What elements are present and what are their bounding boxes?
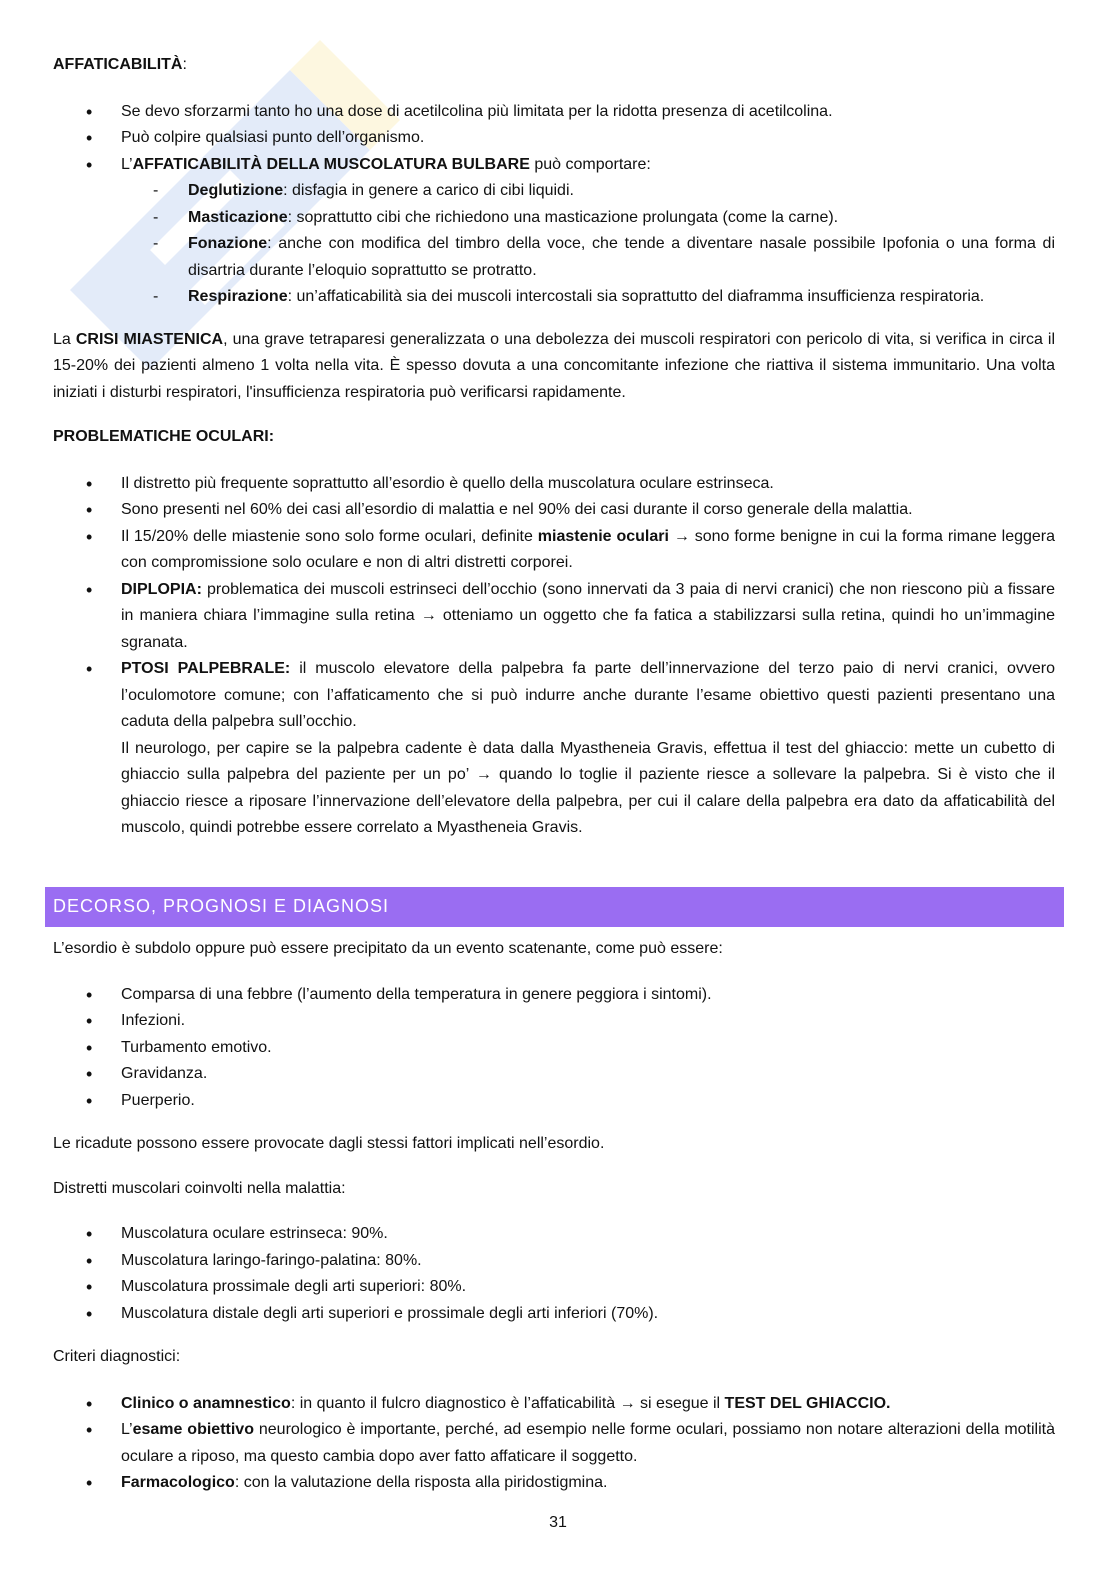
affaticabilita-list	[53, 99, 1055, 311]
page-content	[53, 52, 1055, 842]
oculari-list	[53, 471, 1055, 842]
crisi-paragraph: La CRISI MIASTENICA, una grave tetraparesi generalizzata o una debolezza dei muscoli respiratori con pericolo di vita, si verifica in circa il 15-20% dei pazienti almeno 1 volta nella vita. È spesso dovuta a una concomitante infezione che riattiva il sistema immunitario. Una volta iniziati i disturbi respiratori, l'insufficienza respiratoria può verificarsi rapidamente.	[53, 330, 1056, 401]
list-item: • Il 15/20% delle miastenie sono solo forme oculari, definite miastenie oculari → sono forme benigne in cui la forma rimane leggera con compromissione solo oculare e non di altri distretti corporei.	[53, 524, 1055, 577]
section-heading-decorso: DECORSO, PROGNOSI E DIAGNOSI	[45, 887, 1064, 927]
list-item: - Fonazione: anche con modifica del timbro della voce, che tende a diventare nasale possibile Ipofonia o una forma di disartria durante l’eloquio soprattutto se protratto.	[121, 231, 1055, 284]
list-item: • Infezioni.	[53, 1008, 1055, 1035]
list-item: • L’AFFATICABILITÀ DELLA MUSCOLATURA BULBARE può comportare: - Deglutizione: disfagia in genere a carico di cibi liquidi. - Masticazione: soprattutto cibi che richiedono una masticazione prolungata (come la carne). - Fonazione: anche con modifica del timbro della voce, che tende a diventare nasale possibile Ipofonia o una forma di disartria durante l’eloquio soprattutto se protratto. - Respirazione: un’affaticabilità sia dei muscoli intercostali sia soprattutto del diaframma insufficienza respiratoria.	[53, 152, 1055, 311]
criteri-list	[53, 1391, 1055, 1497]
criteri-intro: Criteri diagnostici:	[53, 1348, 181, 1365]
list-item: • Sono presenti nel 60% dei casi all’esordio di malattia e nel 90% dei casi durante il corso generale della malattia.	[53, 497, 1055, 524]
list-item: • Muscolatura oculare estrinseca: 90%.	[53, 1221, 1055, 1248]
list-item: • Muscolatura prossimale degli arti superiori: 80%.	[53, 1274, 1055, 1301]
list-item: • Il distretto più frequente soprattutto all’esordio è quello della muscolatura oculare estrinseca.	[53, 471, 1055, 498]
list-item: • DIPLOPIA: problematica dei muscoli estrinseci dell’occhio (sono innervati da 3 paia di nervi cranici) che non riescono più a fissare in maniera chiara l’immagine sulla retina → otteniamo un oggetto che fa fatica a stabilizzarsi sulla retina, quindi ho un’immagine sgranata.	[53, 577, 1055, 657]
heading-problematiche-oculari: PROBLEMATICHE OCULARI:	[53, 428, 275, 445]
bulbare-sublist	[121, 178, 1055, 311]
list-item: • Clinico o anamnestico: in quanto il fulcro diagnostico è l’affaticabilità → si esegue il TEST DEL GHIACCIO.	[53, 1391, 1055, 1418]
distretti-list	[53, 1221, 1055, 1327]
decorso-content	[53, 936, 1055, 1497]
list-item: • Se devo sforzarmi tanto ho una dose di acetilcolina più limitata per la ridotta presenza di acetilcolina.	[53, 99, 1055, 126]
list-item: • Puerperio.	[53, 1088, 1055, 1115]
ricadute-paragraph: Le ricadute possono essere provocate dagli stessi fattori implicati nell’esordio.	[53, 1135, 605, 1152]
list-item: - Deglutizione: disfagia in genere a carico di cibi liquidi.	[121, 178, 1055, 205]
list-item: • L’esame obiettivo neurologico è importante, perché, ad esempio nelle forme oculari, possiamo non notare alterazioni della motilità oculare a riposo, ma questo cambia dopo aver fatto affaticare il soggetto.	[53, 1417, 1055, 1470]
distretti-intro: Distretti muscolari coinvolti nella malattia:	[53, 1179, 346, 1197]
list-item: • Farmacologico: con la valutazione della risposta alla piridostigmina.	[53, 1470, 1055, 1497]
heading-affaticabilita: AFFATICABILITÀ:	[53, 56, 187, 73]
esordio-intro: L’esordio è subdolo oppure può essere precipitato da un evento scatenante, come può essere:	[53, 940, 723, 957]
esordio-list	[53, 982, 1055, 1115]
page-number: 31	[549, 1514, 567, 1531]
list-item: • Muscolatura laringo-faringo-palatina: 80%.	[53, 1248, 1055, 1275]
list-item: • Gravidanza.	[53, 1061, 1055, 1088]
list-item: • Muscolatura distale degli arti superiori e prossimale degli arti inferiori (70%).	[53, 1301, 1055, 1328]
list-item: • PTOSI PALPEBRALE: il muscolo elevatore della palpebra fa parte dell’innervazione del terzo paio di nervi cranici, ovvero l’oculomotore comune; con l’affaticamento che si può indurre anche durante l’esame obiettivo questi pazienti presentano una caduta della palpebra sull’occhio. Il neurologo, per capire se la palpebra cadente è data dalla Myastheneia Gravis, effettua il test del ghiaccio: mette un cubetto di ghiaccio sulla palpebra del paziente per un po’ → quando lo toglie il paziente riesce a sollevare la palpebra. Si è visto che il ghiaccio riesce a riposare l’innervazione dell’elevatore della palpebra, per cui il calare della palpebra era dato da affaticabilità del muscolo, quindi potrebbe essere correlato a Myastheneia Gravis.	[53, 656, 1055, 842]
list-item: • Turbamento emotivo.	[53, 1035, 1055, 1062]
list-item: - Masticazione: soprattutto cibi che richiedono una masticazione prolungata (come la carne).	[121, 205, 1055, 232]
list-item: • Può colpire qualsiasi punto dell’organismo.	[53, 125, 1055, 152]
list-item: - Respirazione: un’affaticabilità sia dei muscoli intercostali sia soprattutto del diaframma insufficienza respiratoria.	[121, 284, 1055, 311]
list-item: • Comparsa di una febbre (l’aumento della temperatura in genere peggiora i sintomi).	[53, 982, 1055, 1009]
